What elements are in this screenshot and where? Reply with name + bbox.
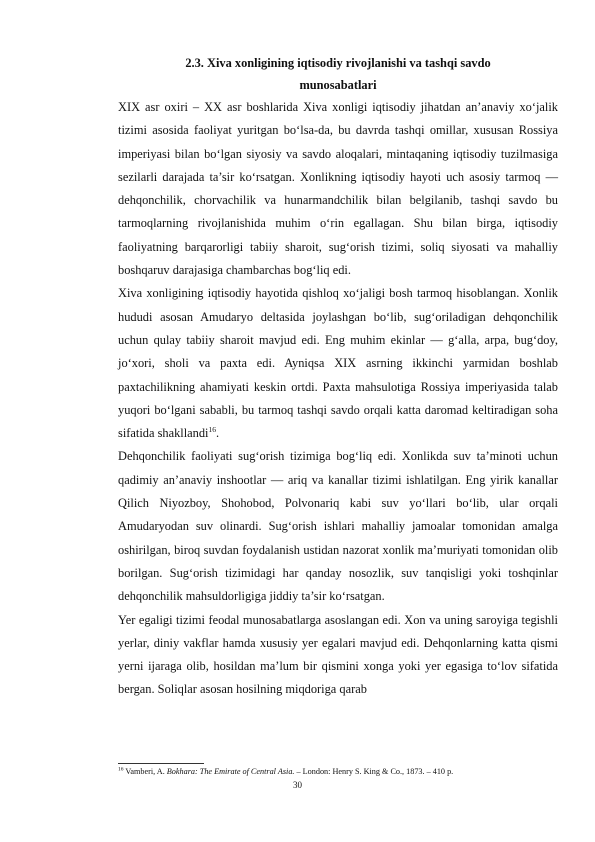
paragraph-3-text: Dehqonchilik faoliyati sug‘orish tizimiga bog‘liq edi. Xonlikda suv ta’minoti uchun qadimiy an’anaviy inshootlar — ariq va kanallar tizimi ishlatilgan. Eng yirik kanallar Qilich Niyozboy, Shohobod, Polvonariq kabi suv yo‘llari bo‘lib, ular orqali Amudaryodan suv olinardi. Sug‘orish ishlari mahalliy jamoalar tomonidan amalga oshirilgan, biroq suvdan foydalanish ustidan nazorat xonlik ma’muriyati tomonidan olib borilgan. Sug‘orish tizimidagi har qanday nosozlik, suv tanqisligi yoki toshqinlar dehqonchilik mahsuldorligiga jiddiy ta’sir ko‘rsatgan.	[118, 449, 558, 604]
paragraph-1	[118, 96, 558, 282]
section-heading	[118, 52, 558, 96]
paragraph-2	[118, 282, 558, 445]
paragraph-4-text: Yer egaligi tizimi feodal munosabatlarga asoslangan edi. Xon va uning saroyiga tegishli yerlar, diniy vakflar hamda xususiy yer egalari mavjud edi. Dehqonlarning katta qismi yerni ijaraga olib, hosildan ma’lum bir qismini xonga yoki yer egasiga to‘lov sifatida bergan. Soliqlar asosan hosilning miqdoriga qarab	[118, 612, 558, 697]
paragraph-3	[118, 445, 558, 608]
body-text	[118, 96, 558, 702]
paragraph-2-text: Xiva xonligining iqtisodiy hayotida qishloq xo‘jaligi bosh tarmoq hisoblangan. Xonlik hududi asosan Amudaryo deltasida joylashgan bo‘lib, sug‘oriladigan dehqonchilik uchun qulay tabiiy sharoit mavjud edi. Eng muhim ekinlar — g‘alla, arpa, bug‘doy, jo‘xori, sholi va paxta edi. Ayniqsa XIX asrning ikkinchi yarmidan boshlab paxtachilikning ahamiyati keskin ortdi. Paxta mahsulotiga Rossiya imperiyasida talab yuqori bo‘lgani sababli, bu tarmoq tashqi savdo orqali katta daromad keltiradigan soha sifatida shakllandi	[118, 286, 558, 441]
footnote-author: Vamberi, A.	[125, 767, 165, 776]
section-heading-line-2: munosabatlari	[299, 78, 377, 92]
section-heading-line-1: 2.3. Xiva xonligining iqtisodiy rivojlanishi va tashqi savdo	[185, 56, 491, 70]
paragraph-2-end: .	[216, 426, 220, 441]
footnote-divider	[118, 763, 204, 764]
footnote-number: 16	[118, 766, 124, 773]
footnote-title: Bokhara: The Emirate of Central Asia.	[166, 767, 295, 776]
footnote-publication: – London: Henry S. King & Co., 1873. – 410 p.	[296, 767, 454, 776]
page-number: 30	[293, 780, 302, 790]
paragraph-1-text: XIX asr oxiri – XX asr boshlarida Xiva xonligi iqtisodiy jihatdan an’anaviy xo‘jalik tizimi asosida faoliyat yuritgan bo‘lsa-da, bu davrda tashqi omillar, xususan Rossiya imperiyasi bilan bo‘lgan siyosiy va savdo aloqalari, mintaqaning iqtisodiy tuzilmasiga sezilarli darajada ta’sir ko‘rsatgan. Xonlikning iqtisodiy hayoti uch asosiy tarmoq — dehqonchilik, chorvachilik va hunarmandchilik bilan belgilanib, tashqi savdo bu tarmoqlarning rivojlanishida muhim o‘rin egallagan. Shu bilan birga, iqtisodiy faoliyatning barqarorligi tabiiy sharoit, sug‘orish tizimi, soliq siyosati va mahalliy boshqaruv darajasiga chambarchas bog‘liq edi.	[118, 100, 558, 278]
paragraph-4	[118, 609, 558, 702]
footnote	[118, 766, 558, 777]
footnote-reference[interactable]: 16	[208, 425, 216, 435]
